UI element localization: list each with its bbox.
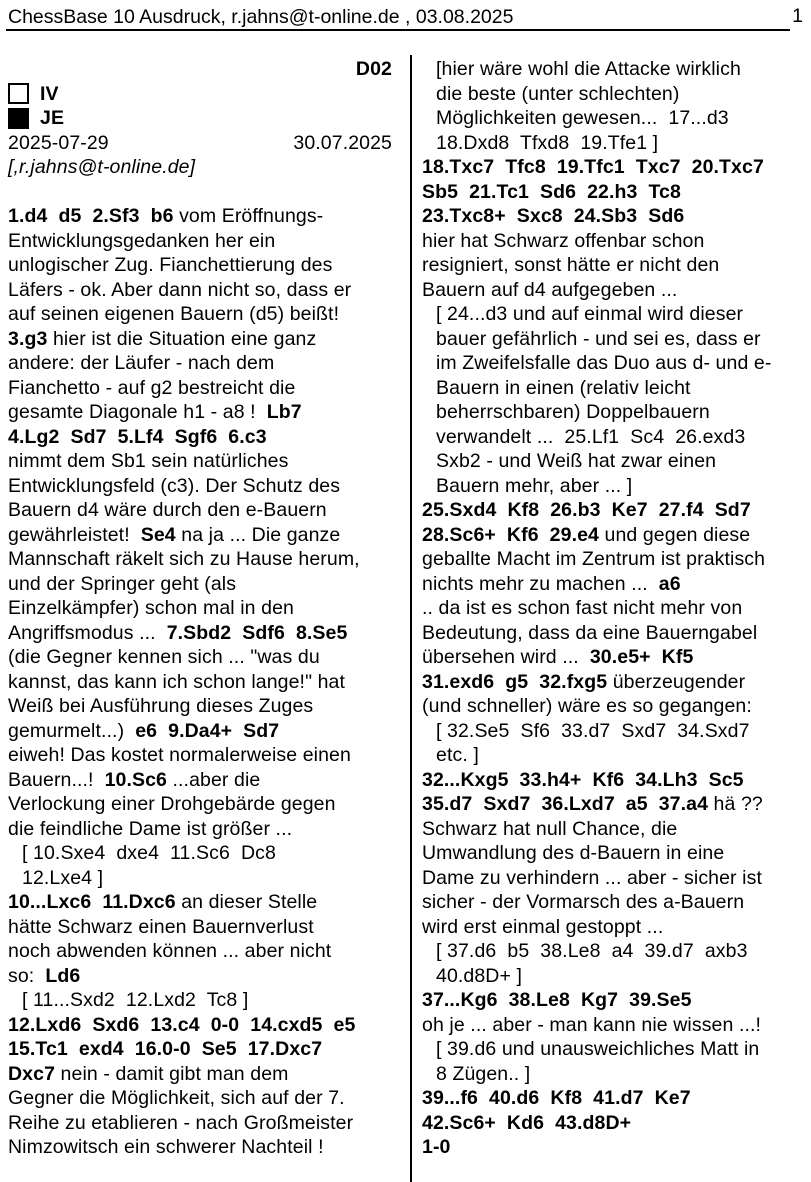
comment-text: im Zweifelsfalle das Duo aus d- und e-: [436, 352, 772, 374]
comment-text: bauer gefährlich - und sei es, dass er: [436, 327, 761, 350]
game-line: [422, 1135, 802, 1160]
move-text: 42.Sc6+ Kd6 43.d8D+: [422, 1111, 632, 1134]
move-text: 12.Lxd6 Sxd6 13.c4 0-0 14.cxd5 e5: [8, 1013, 356, 1036]
game-line: [422, 253, 802, 278]
move-text: Dxc7: [8, 1062, 56, 1085]
game-line: [8, 474, 392, 499]
left-column: [8, 57, 392, 1160]
move-text: 15.Tc1 exd4 16.0-0 Se5 17.Dxc7: [8, 1038, 323, 1060]
variation-line: [422, 106, 802, 131]
game-line: [8, 817, 392, 842]
comment-text: Reihe zu etablieren - nach Großmeister: [8, 1111, 354, 1134]
variation-line: [422, 57, 802, 82]
comment-text: Dame zu verhindern ... aber - sicher ist: [422, 866, 762, 889]
game-line: [8, 915, 392, 940]
game-line: [8, 302, 392, 327]
game-line: [8, 645, 392, 670]
comment-text: oh je ... aber - man kann nie wissen ...!: [422, 1013, 762, 1036]
comment-text: verwandelt ... 25.Lf1 Sc4 26.exd3: [436, 425, 746, 448]
move-text: 1-0: [422, 1136, 451, 1158]
game-line: [422, 523, 802, 548]
move-text: Ld6: [45, 964, 81, 987]
comment-text: andere: der Läufer - nach dem: [8, 352, 275, 374]
comment-text: geballte Macht im Zentrum ist praktisch: [422, 548, 766, 570]
comment-text: [ 10.Sxe4 dxe4 11.Sc6 Dc8: [22, 842, 276, 864]
comment-text: gemurmelt...): [8, 719, 136, 742]
variation-line: [8, 988, 392, 1013]
comment-text: sicher - der Vormarsch des a-Bauern: [422, 891, 745, 913]
comment-text: eiweh! Das kostet normalerweise einen: [8, 744, 351, 766]
comment-text: resigniert, sonst hätte er nicht den: [422, 254, 720, 276]
eco-code: D02: [355, 58, 392, 80]
comment-text: Bauern...!: [8, 768, 105, 791]
game-line: [422, 670, 802, 695]
source-line: [,r.jahns@t-online.de]: [8, 156, 196, 178]
comment-text: na ja ... Die ganze: [175, 523, 341, 546]
variation-line: [422, 131, 802, 156]
variation-line: [422, 719, 802, 744]
game-line: [8, 743, 392, 768]
move-text: 25.Sxd4 Kf8 26.b3 Ke7 27.f4 Sd7: [422, 499, 751, 521]
game-line: [8, 547, 392, 572]
comment-text: vom Eröffnungs-: [173, 205, 324, 227]
game-line: [8, 376, 392, 401]
comment-text: Entwicklungsgedanken her ein: [8, 229, 276, 252]
comment-text: Fianchetto - auf g2 bestreicht die: [8, 376, 296, 399]
comment-text: Bauern in einen (relativ leicht: [436, 376, 691, 399]
game-line: [422, 596, 802, 621]
move-text: 10.Sc6: [104, 768, 167, 791]
game-line: [422, 792, 802, 817]
game-line: [8, 523, 392, 548]
comment-text: Bauern mehr, aber ... ]: [436, 474, 633, 497]
column-divider: [410, 55, 412, 1182]
move-text: 31.exd6 g5 32.fxg5: [422, 670, 608, 693]
game-line: [422, 866, 802, 891]
game-line: [8, 572, 392, 597]
variation-line: [422, 1062, 802, 1087]
game-line: [8, 229, 392, 254]
comment-text: auf seinen eigenen Bauern (d5) beißt!: [8, 303, 340, 325]
game-line: [8, 1037, 392, 1062]
comment-text: Gegner die Möglichkeit, sich auf der 7.: [8, 1087, 345, 1109]
game-line: [422, 180, 802, 205]
game-line: [8, 670, 392, 695]
white-square-icon: [8, 83, 29, 104]
game-line: [422, 498, 802, 523]
move-text: e6 9.Da4+ Sd7: [135, 719, 280, 742]
comment-text: beherrschbaren) Doppelbauern: [436, 401, 710, 423]
comment-text: 12.Lxe4 ]: [22, 866, 104, 889]
variation-line: [422, 425, 802, 450]
comment-text: Weiß bei Ausführung dieses Zuges: [8, 695, 314, 717]
variation-line: [8, 841, 392, 866]
black-player-name: JE: [40, 107, 65, 129]
comment-text: (und schneller) wäre es so gegangen:: [422, 695, 752, 717]
move-text: Se4: [140, 523, 176, 546]
white-player-row: [8, 82, 392, 107]
game-line: [422, 1013, 802, 1038]
game-line: [8, 498, 392, 523]
black-square-icon: [8, 108, 29, 129]
comment-text: nimmt dem Sb1 sein natürliches: [8, 450, 289, 472]
game-line: [8, 768, 392, 793]
game-line: [8, 1013, 392, 1038]
move-text: 30.e5+ Kf5: [589, 646, 694, 668]
comment-text: Sxb2 - und Weiß hat zwar einen: [436, 450, 717, 472]
game-line: [8, 253, 392, 278]
move-text: 3.g3: [8, 327, 48, 350]
comment-text: Möglichkeiten gewesen... 17...d3: [436, 107, 729, 129]
game-line: [8, 694, 392, 719]
game-line: [8, 204, 392, 229]
move-text: Sb5 21.Tc1 Sd6 22.h3 Tc8: [422, 180, 681, 203]
game-line: [422, 694, 802, 719]
move-text: 28.Sc6+ Kf6 29.e4: [422, 523, 599, 546]
comment-text: [ 11...Sxd2 12.Lxd2 Tc8 ]: [22, 989, 249, 1011]
game-line: [8, 327, 392, 352]
variation-line: [422, 1037, 802, 1062]
print-date: 30.07.2025: [293, 131, 392, 154]
comment-text: hier ist die Situation eine ganz: [47, 327, 317, 350]
comment-text: [ 39.d6 und unausweichliches Matt in: [436, 1038, 760, 1060]
move-text: 32...Kxg5 33.h4+ Kf6 34.Lh3 Sc5: [422, 768, 744, 791]
game-line: [422, 204, 802, 229]
comment-text: [ 37.d6 b5 38.Le8 a4 39.d7 axb3: [436, 940, 748, 962]
game-line: [8, 449, 392, 474]
comment-text: [hier wäre wohl die Attacke wirklich: [436, 58, 741, 80]
right-column-lines: [422, 57, 802, 1160]
comment-text: Angriffsmodus ...: [8, 621, 167, 644]
variation-line: [422, 302, 802, 327]
move-text: a6: [658, 572, 681, 595]
variation-line: [422, 939, 802, 964]
game-line: [8, 351, 392, 376]
page-number: 1: [792, 5, 803, 27]
game-line: [422, 229, 802, 254]
header-rule: [6, 29, 790, 31]
variation-line: [422, 351, 802, 376]
move-text: Lb7: [266, 401, 302, 423]
game-line: [8, 400, 392, 425]
move-text: 35.d7 Sxd7 36.Lxd7 a5 37.a4: [422, 793, 709, 815]
comment-text: [ 32.Se5 Sf6 33.d7 Sxd7 34.Sxd7: [436, 719, 750, 742]
comment-text: und der Springer geht (als: [8, 572, 237, 595]
comment-text: noch abwenden können ... aber nicht: [8, 940, 332, 962]
comment-text: so:: [8, 964, 46, 987]
game-line: [422, 621, 802, 646]
game-line: [422, 817, 802, 842]
comment-text: kannst, das kann ich schon lange!" hat: [8, 670, 346, 693]
game-date: 2025-07-29: [8, 131, 109, 154]
move-text: 23.Txc8+ Sxc8 24.Sb3 Sd6: [422, 205, 685, 227]
comment-text: überzeugender: [607, 670, 746, 693]
comment-text: 40.d8D+ ]: [436, 964, 523, 987]
game-line: [422, 547, 802, 572]
game-line: [422, 1111, 802, 1136]
game-line: [422, 572, 802, 597]
game-line: [8, 1062, 392, 1087]
comment-text: Einzelkämpfer) schon mal in den: [8, 597, 294, 619]
move-text: 7.Sbd2 Sdf6 8.Se5: [166, 621, 348, 644]
game-line: [8, 621, 392, 646]
comment-text: 8 Zügen.. ]: [436, 1062, 531, 1085]
comment-text: (die Gegner kennen sich ... "was du: [8, 646, 320, 668]
comment-text: hier hat Schwarz offenbar schon: [422, 229, 705, 252]
game-line: [422, 645, 802, 670]
spacer-line: [8, 180, 392, 205]
comment-text: Bauern d4 wäre durch den e-Bauern: [8, 499, 327, 521]
variation-line: [422, 376, 802, 401]
comment-text: gesamte Diagonale h1 - a8 !: [8, 401, 267, 423]
comment-text: wird erst einmal gestoppt ...: [422, 915, 664, 938]
variation-line: [422, 964, 802, 989]
comment-text: unlogischer Zug. Fianchettierung des: [8, 254, 333, 276]
variation-line: [422, 743, 802, 768]
comment-text: und gegen diese: [598, 523, 751, 546]
move-text: 18.Txc7 Tfc8 19.Tfc1 Txc7 20.Txc7: [422, 156, 764, 178]
comment-text: 18.Dxd8 Tfxd8 19.Tfe1 ]: [436, 131, 659, 154]
comment-text: Nimzowitsch ein schwerer Nachteil !: [8, 1136, 324, 1158]
comment-text: Läfers - ok. Aber dann nicht so, dass er: [8, 278, 352, 301]
comment-text: Schwarz hat null Chance, die: [422, 817, 678, 840]
game-line: [422, 278, 802, 303]
comment-text: Entwicklungsfeld (c3). Der Schutz des: [8, 474, 341, 497]
game-line: [8, 719, 392, 744]
black-player-row: [8, 106, 392, 131]
comment-text: Bauern auf d4 aufgegeben ...: [422, 278, 678, 301]
game-line: [422, 768, 802, 793]
game-line: [8, 792, 392, 817]
game-line: [8, 425, 392, 450]
comment-text: Mannschaft räkelt sich zu Hause herum,: [8, 548, 360, 570]
variation-line: [422, 327, 802, 352]
variation-line: [422, 82, 802, 107]
comment-text: Verlockung einer Drohgebärde gegen: [8, 793, 336, 815]
comment-text: hä ??: [708, 793, 763, 815]
game-line: [422, 915, 802, 940]
game-line: [8, 1111, 392, 1136]
dates-row: [8, 131, 392, 156]
variation-line: [422, 400, 802, 425]
comment-text: hätte Schwarz einen Bauernverlust: [8, 915, 314, 938]
comment-text: nichts mehr zu machen ...: [422, 572, 659, 595]
game-line: [8, 964, 392, 989]
comment-text: Bedeutung, dass da eine Bauerngabel: [422, 621, 758, 644]
comment-text: [ 24...d3 und auf einmal wird dieser: [436, 303, 744, 325]
move-text: 4.Lg2 Sd7 5.Lf4 Sgf6 6.c3: [8, 425, 267, 448]
comment-text: die beste (unter schlechten): [436, 82, 680, 105]
variation-line: [8, 866, 392, 891]
comment-text: nein - damit gibt man dem: [55, 1062, 289, 1085]
white-player-name: IV: [40, 82, 59, 105]
comment-text: die feindliche Dame ist größer ...: [8, 817, 293, 840]
game-line: [8, 596, 392, 621]
game-line: [422, 155, 802, 180]
left-column-lines: [8, 204, 392, 1160]
move-text: 10...Lxc6 11.Dxc6: [8, 891, 176, 913]
game-line: [422, 988, 802, 1013]
comment-text: etc. ]: [436, 744, 479, 766]
game-line: [422, 841, 802, 866]
comment-text: ...aber die: [167, 768, 261, 791]
game-line: [8, 1086, 392, 1111]
game-line: [422, 1086, 802, 1111]
variation-line: [422, 449, 802, 474]
game-line: [8, 939, 392, 964]
right-column: [422, 57, 802, 1160]
variation-line: [422, 474, 802, 499]
comment-text: Umwandlung des d-Bauern in eine: [422, 842, 725, 864]
comment-text: .. da ist es schon fast nicht mehr von: [422, 597, 743, 619]
game-line: [422, 890, 802, 915]
comment-text: gewährleistet!: [8, 523, 141, 546]
comment-text: übersehen wird ...: [422, 646, 590, 668]
game-line: [8, 278, 392, 303]
game-line: [8, 890, 392, 915]
move-text: 37...Kg6 38.Le8 Kg7 39.Se5: [422, 989, 692, 1011]
comment-text: an dieser Stelle: [175, 891, 318, 913]
move-text: 39...f6 40.d6 Kf8 41.d7 Ke7: [422, 1087, 691, 1109]
game-line: [8, 1135, 392, 1160]
move-text: 1.d4 d5 2.Sf3 b6: [8, 205, 174, 227]
header-title: ChessBase 10 Ausdruck, r.jahns@t-online.de , 03.08.2025: [8, 6, 514, 28]
